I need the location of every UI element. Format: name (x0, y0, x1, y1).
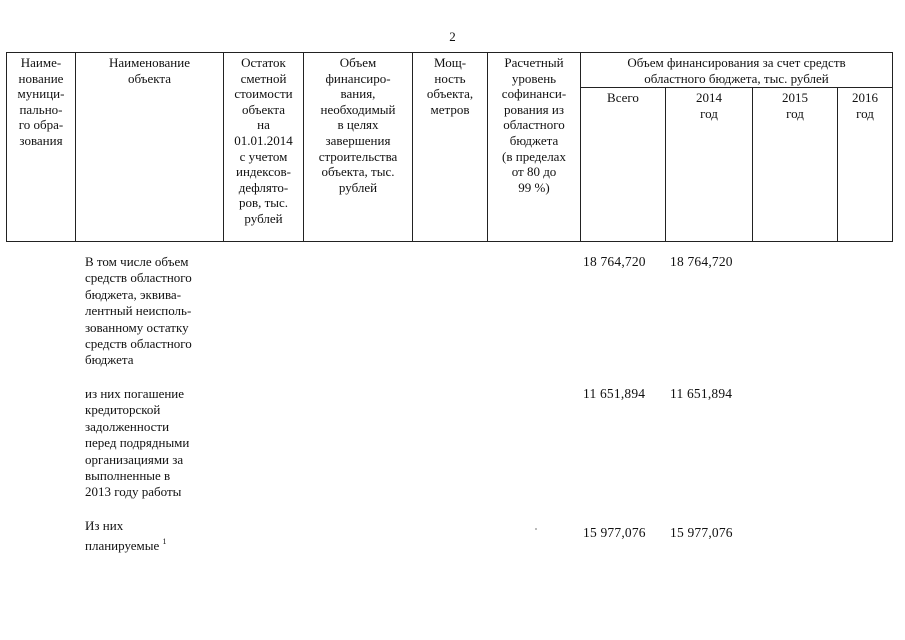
scan-speck (535, 528, 537, 530)
row-total-value: 15 977,076 (583, 525, 646, 540)
row-object-name (85, 518, 225, 555)
header-cofinancing-level: Расчетный уровень софинанси- рования из областного бюджета (в пределах от 80 до 99 %) (501, 55, 567, 195)
row-2014-value: 18 764,720 (670, 254, 733, 269)
header-remaining-cost: Остаток сметной стоимости объекта на 01.01.2014 с учетом индексов- дефлято- ров, тыс. рублей (234, 55, 293, 226)
header-object-capacity: Мощ- ность объекта, метров (426, 55, 474, 117)
header-year-2016: 2016 год (852, 90, 878, 121)
header-financing-volume: Объем финансиро- вания, необходимый в целях завершения строительства объекта, тыс. рублей (318, 55, 398, 195)
header-object-name: Наименование объекта (109, 55, 190, 86)
row-object-name: В том числе объем средств областного бюджета, эквива- лентный неисполь- зованному остатку средств областного бюджета (85, 254, 192, 368)
row-2014-value: 15 977,076 (670, 525, 733, 540)
footnote-marker: 1 (162, 537, 167, 547)
header-municipality: Наиме- нование муници- пально- го обра- зования (17, 55, 65, 148)
header-year-2015: 2015 год (782, 90, 808, 121)
header-regional-budget-financing: Объем финансирования за счет средств областного бюджета, тыс. рублей (627, 55, 846, 86)
header-year-2014: 2014 год (696, 90, 722, 121)
row-object-name: из них погашение кредиторской задолженности перед подрядными организациями за выполненные в 2013 году работы (85, 386, 190, 500)
row-total-value: 11 651,894 (583, 386, 646, 401)
row-name-text: Из них планируемые (85, 518, 160, 554)
page-number: 2 (449, 29, 456, 44)
header-total: Всего (607, 90, 639, 105)
row-2014-value: 11 651,894 (670, 386, 733, 401)
row-total-value: 18 764,720 (583, 254, 646, 269)
